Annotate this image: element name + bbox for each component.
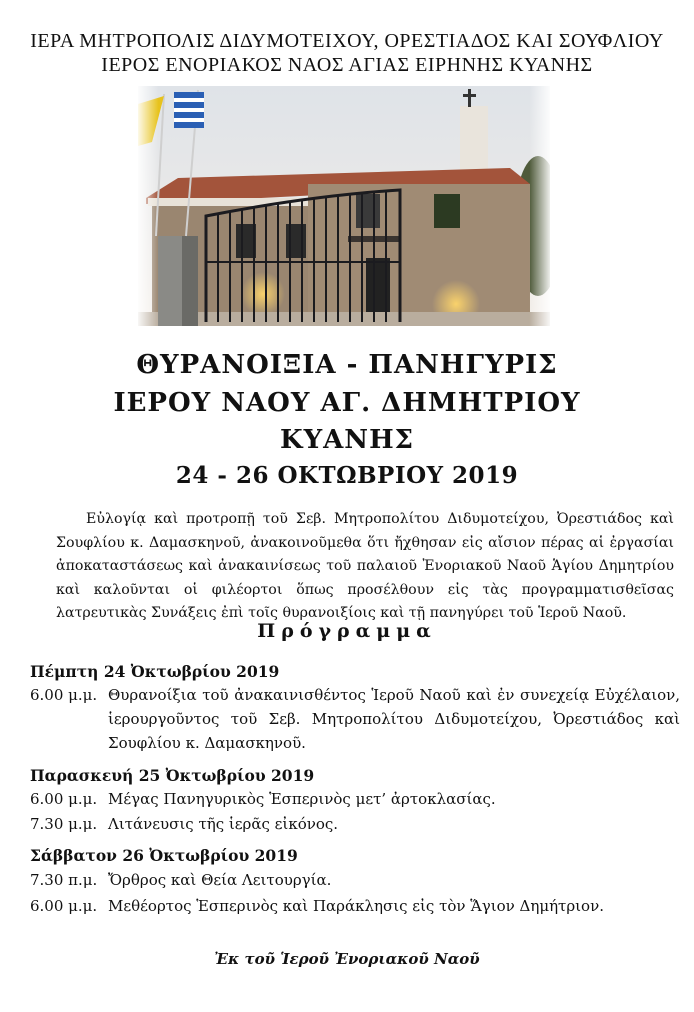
schedule-time: 6.00 μ.μ.: [30, 897, 98, 915]
schedule-time: 6.00 μ.μ.: [30, 790, 98, 808]
schedule-time: 7.30 π.μ.: [30, 871, 98, 889]
schedule-item: [30, 894, 680, 918]
schedule-item: [30, 812, 680, 836]
intro-paragraph: Εὐλογίᾳ καὶ προτροπῇ τοῦ Σεβ. Μητροπολίτου Διδυμοτείχου, Ὀρεστιάδος καὶ Σουφλίου κ. Δαμασκηνοῦ, ἀνακοινοῦμεθα ὅτι ἤχθησαν εἰς αἴσιον πέρας αἱ ἐργασίαι ἀποκαταστάσεως καὶ ἀνακαινίσεως τοῦ παλαιοῦ Ἐνοριακοῦ Ναοῦ Ἁγίου Δημητρίου καὶ καλοῦνται οἱ φιλέορτοι ὅπως προσέλθουν εἰς τὰς προγραμματισθεῖσας λατρευτικὰς Συνάξεις ἐπὶ τοῖς θυρανοιξίοις καὶ τῇ πανηγύρει τοῦ Ἱεροῦ Ναοῦ.: [56, 511, 674, 621]
schedule-item: [30, 868, 680, 892]
diocese-header: ΙΕΡΑ ΜΗΤΡΟΠΟΛΙΣ ΔΙΔΥΜΟΤΕΙΧΟΥ, ΟΡΕΣΤΙΑΔΟΣ ΚΑΙ ΣΟΥΦΛΙΟΥ: [30, 30, 664, 52]
day-heading-saturday: Σάββατον 26 Ὀκτωβρίου 2019: [30, 846, 298, 865]
schedule-description: Μεθέορτος Ἑσπερινὸς καὶ Παράκλησις εἰς τὸν Ἅγιον Δημήτριον.: [108, 897, 604, 915]
signature: Ἐκ τοῦ Ἱεροῦ Ἐνοριακοῦ Ναοῦ: [214, 950, 480, 968]
title-line-2: ΙΕΡΟΥ ΝΑΟΥ ΑΓ. ΔΗΜΗΤΡΙΟΥ: [113, 388, 581, 418]
schedule-time: 7.30 μ.μ.: [30, 815, 98, 833]
schedule-description: Μέγας Πανηγυρικὸς Ἑσπερινὸς μετ’ ἀρτοκλασίας.: [108, 790, 496, 808]
schedule-item: [30, 683, 680, 755]
day-heading-thursday: Πέμπτη 24 Ὀκτωβρίου 2019: [30, 662, 280, 681]
schedule-description: Θυρανοίξια τοῦ ἀνακαινισθέντος Ἱεροῦ Ναοῦ καὶ ἐν συνεχείᾳ Εὐχέλαιον, ἱερουργοῦντος τοῦ Σεβ. Μητροπολίτου Διδυμοτείχου, Ὀρεστιάδος καὶ Σουφλίου κ. Δαμασκηνοῦ.: [108, 686, 680, 752]
day-heading-friday: Παρασκευή 25 Ὀκτωβρίου 2019: [30, 766, 315, 785]
title-line-3: ΚΥΑΝΗΣ: [279, 425, 415, 455]
church-photo: [138, 86, 550, 326]
schedule-time: 6.00 μ.μ.: [30, 686, 98, 704]
program-heading: Πρόγραμμα: [257, 620, 437, 642]
title-line-1: ΘΥΡΑΝΟΙΞΙΑ - ΠΑΝΗΓΥΡΙΣ: [136, 350, 558, 380]
event-dates: 24 - 26 ΟΚΤΩΒΡΙΟΥ 2019: [175, 462, 519, 489]
schedule-item: [30, 787, 680, 811]
schedule-description: Λιτάνευσις τῆς ἱερᾶς εἰκόνος.: [108, 815, 339, 833]
schedule-description: Ὄρθρος καὶ Θεία Λειτουργία.: [108, 871, 332, 889]
parish-header: ΙΕΡΟΣ ΕΝΟΡΙΑΚΟΣ ΝΑΟΣ ΑΓΙΑΣ ΕΙΡΗΝΗΣ ΚΥΑΝΗΣ: [101, 54, 593, 76]
